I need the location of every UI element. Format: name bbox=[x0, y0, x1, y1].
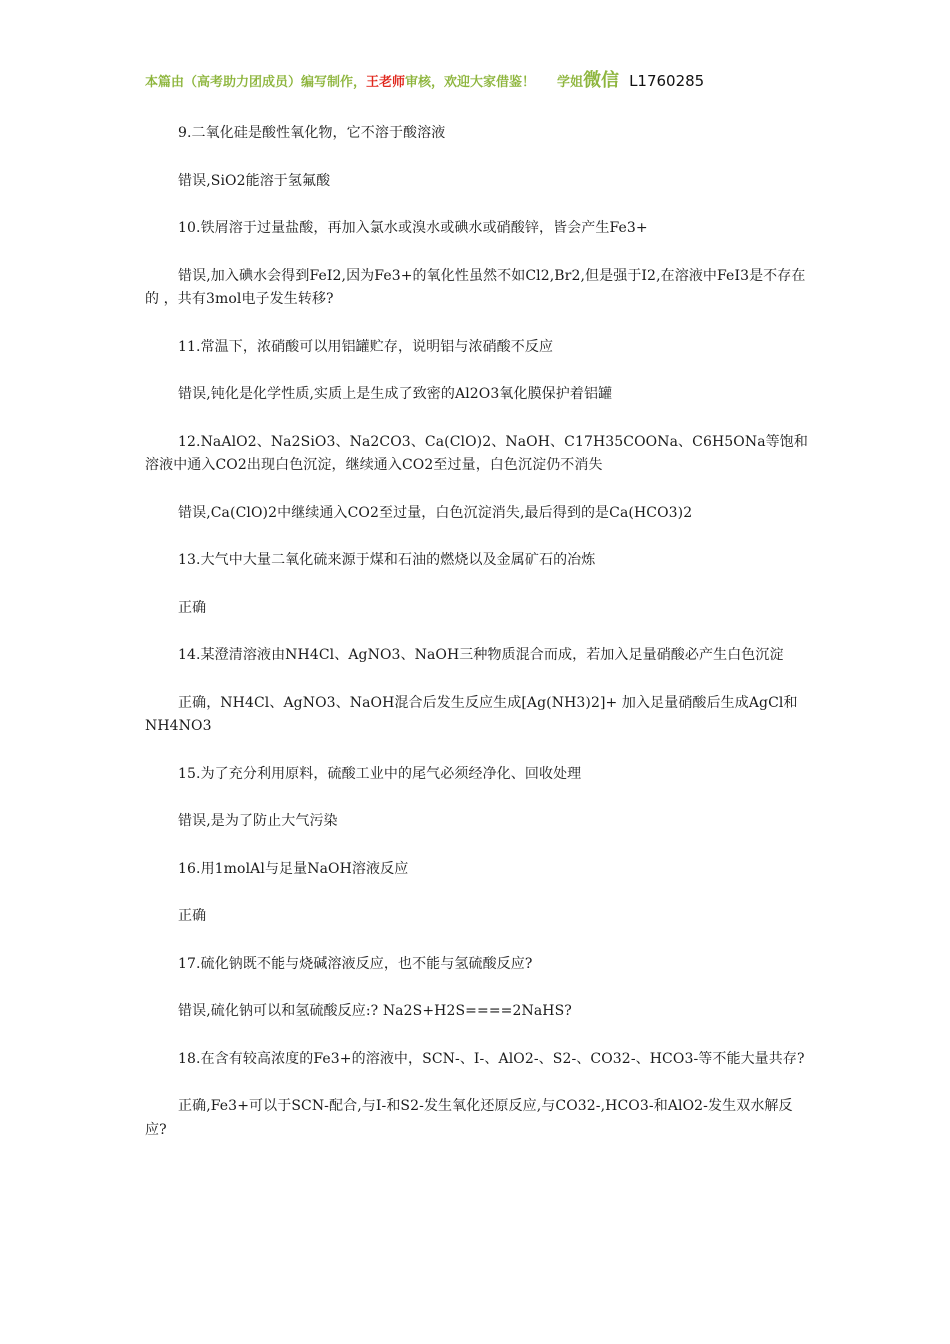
question-16: 16.用1molAl与足量NaOH溶液反应 bbox=[178, 860, 409, 877]
answer-15: 错误,是为了防止大气污染 bbox=[178, 813, 338, 829]
question-13: 13.大气中大量二氧化硫来源于煤和石油的燃烧以及金属矿石的冶炼 bbox=[178, 552, 596, 568]
page-header bbox=[145, 66, 704, 92]
question-17: 17.硫化钠既不能与烧碱溶液反应，也不能与氢硫酸反应? bbox=[178, 955, 533, 972]
answer-17: 错误,硫化钠可以和氢硫酸反应:? Na2S+H2S====2NaHS? bbox=[178, 1003, 572, 1019]
answer-18: 正确,Fe3+可以于SCN-配合,与I-和S2-发生氧化还原反应,与CO32-,HCO3-和AlO2-发生双水解反应? bbox=[145, 1098, 793, 1138]
answer-13: 正确 bbox=[178, 599, 207, 616]
question-11: 11.常温下，浓硝酸可以用铝罐贮存，说明铝与浓硝酸不反应 bbox=[178, 338, 554, 355]
header-wechat-id: L1760285 bbox=[629, 72, 705, 90]
header-wechat-label: 微信 bbox=[583, 70, 620, 91]
question-12: 12.NaAlO2、Na2SiO3、Na2CO3、Ca(ClO)2、NaOH、C17H35COONa、C6H5ONa等饱和溶液中通入CO2出现白色沉淀，继续通入CO2至过量，白色沉淀仍不消失 bbox=[145, 433, 808, 473]
question-10: 10.铁屑溶于过量盐酸，再加入氯水或溴水或碘水或硝酸锌，皆会产生Fe3+ bbox=[178, 220, 648, 236]
answer-14: 正确，NH4Cl、AgNO3、NaOH混合后发生反应生成[Ag(NH3)2]+ 加入足量硝酸后生成AgCl和NH4NO3 bbox=[145, 694, 798, 734]
answer-16: 正确 bbox=[178, 908, 207, 924]
answer-10: 错误,加入碘水会得到FeI2,因为Fe3+的氧化性虽然不如Cl2,Br2,但是强于I2,在溶液中FeI3是不存在的 ，共有3mol电子发生转移? bbox=[145, 267, 806, 307]
question-15: 15.为了充分利用原料，硫酸工业中的尾气必须经净化、回收处理 bbox=[178, 765, 582, 782]
answer-12: 错误,Ca(ClO)2中继续通入CO2至过量，白色沉淀消失,最后得到的是Ca(HCO3)2 bbox=[178, 504, 693, 521]
document-body bbox=[145, 122, 810, 1166]
answer-9: 错误,SiO2能溶于氢氟酸 bbox=[178, 172, 331, 189]
header-contact-label: 学姐 bbox=[557, 75, 584, 90]
answer-11: 错误,钝化是化学性质,实质上是生成了致密的Al2O3氧化膜保护着铝罐 bbox=[178, 386, 613, 402]
header-credit-text: 本篇由（高考助力团成员）编写制作， bbox=[145, 75, 367, 90]
header-teacher-name: 王老师 bbox=[366, 75, 406, 90]
question-18: 18.在含有较高浓度的Fe3+的溶液中，SCN-、I-、AlO2-、S2-、CO32-、HCO3-等不能大量共存? bbox=[178, 1050, 805, 1067]
header-review-text: 审核，欢迎大家借鉴！ bbox=[405, 75, 536, 90]
question-14: 14.某澄清溶液由NH4Cl、AgNO3、NaOH三种物质混合而成，若加入足量硝酸必产生白色沉淀 bbox=[178, 647, 784, 663]
question-9: 9.二氧化硅是酸性氧化物，它不溶于酸溶液 bbox=[178, 125, 446, 141]
